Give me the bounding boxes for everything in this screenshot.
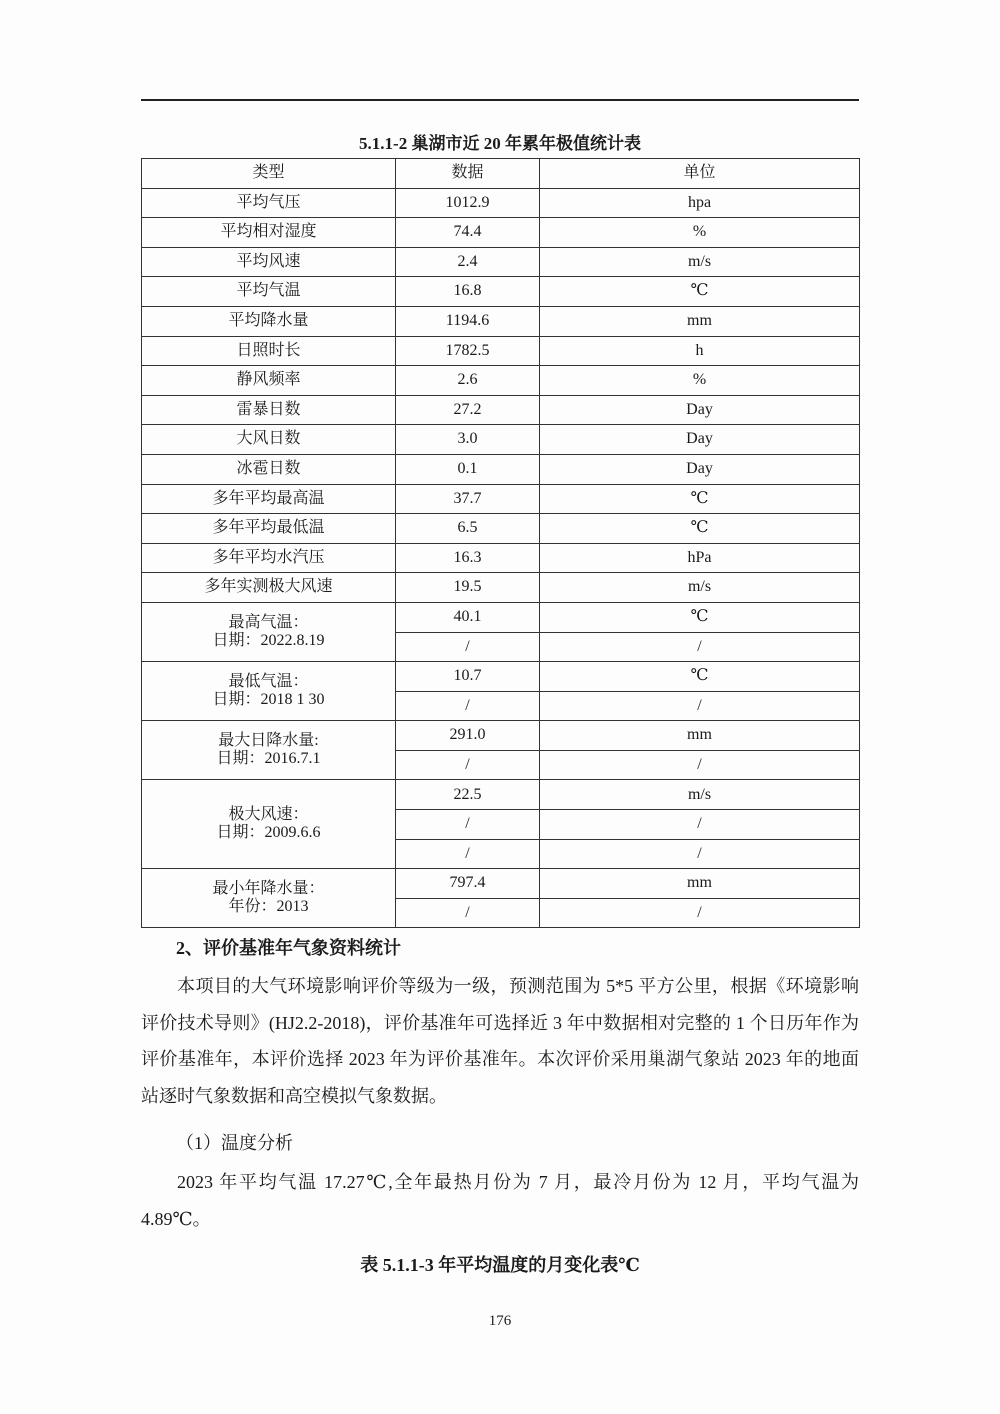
unit-cell: ℃	[540, 514, 860, 544]
unit-cell: /	[540, 632, 860, 662]
value-cell: 1194.6	[396, 306, 540, 336]
type-cell: 大风日数	[142, 425, 396, 455]
unit-cell: %	[540, 218, 860, 248]
group-label: 极大风速：	[228, 805, 309, 823]
type-cell: 平均气压	[142, 188, 396, 218]
type-cell: 平均气温	[142, 277, 396, 307]
page-number: 176	[488, 1313, 512, 1329]
unit-cell: %	[540, 366, 860, 396]
group-date: 日期：2018 1 30	[212, 691, 325, 709]
type-cell	[142, 869, 396, 928]
type-cell: 平均相对湿度	[142, 218, 396, 248]
unit-cell: Day	[540, 425, 860, 455]
type-cell	[142, 780, 396, 869]
group-label: 最小年降水量：	[212, 879, 325, 897]
type-cell: 冰雹日数	[142, 454, 396, 484]
value-cell: 3.0	[396, 425, 540, 455]
table-row	[142, 573, 860, 603]
table-row	[142, 602, 860, 632]
header-rule	[141, 99, 859, 101]
unit-cell: ℃	[540, 484, 860, 514]
value-cell: 2.6	[396, 366, 540, 396]
unit-cell: /	[540, 810, 860, 840]
value-cell: /	[396, 750, 540, 780]
value-cell: 22.5	[396, 780, 540, 810]
value-cell: 40.1	[396, 602, 540, 632]
table-row	[142, 869, 860, 899]
value-cell: 74.4	[396, 218, 540, 248]
unit-cell: hpa	[540, 188, 860, 218]
unit-cell: ℃	[540, 662, 860, 692]
value-cell: 0.1	[396, 454, 540, 484]
type-cell	[142, 721, 396, 780]
value-cell: 19.5	[396, 573, 540, 603]
unit-cell: ℃	[540, 602, 860, 632]
table-row	[142, 218, 860, 248]
unit-cell: hPa	[540, 543, 860, 573]
paragraph: 本项目的大气环境影响评价等级为一级，预测范围为 5*5 平方公里，根据《环境影响评价技术导则》(HJ2.2-2018)，评价基准年可选择近 3 年中数据相对完整的 1 个日历年作为评价基准年，本评价选择 2023 年为评价基准年。本次评价采用巢湖气象站 2023 年的地面站逐时气象数据和高空模拟气象数据。	[141, 976, 859, 1106]
group-label: 最大日降水量:	[218, 731, 319, 749]
value-cell: 1782.5	[396, 336, 540, 366]
unit-cell: /	[540, 750, 860, 780]
subheading: （1）温度分析	[176, 1133, 293, 1153]
table-row	[142, 454, 860, 484]
type-cell: 多年平均最低温	[142, 514, 396, 544]
unit-cell: mm	[540, 869, 860, 899]
unit-cell: /	[540, 691, 860, 721]
table-title: 表 5.1.1-3 年平均温度的月变化表℃	[360, 1255, 640, 1275]
table-row	[142, 514, 860, 544]
type-cell: 平均降水量	[142, 306, 396, 336]
value-cell: 797.4	[396, 869, 540, 899]
value-cell: /	[396, 839, 540, 869]
value-cell: 10.7	[396, 662, 540, 692]
value-cell: 16.8	[396, 277, 540, 307]
unit-cell: h	[540, 336, 860, 366]
group-date: 日期：2022.8.19	[212, 632, 325, 649]
header-value: 数据	[396, 159, 540, 189]
table-row	[142, 395, 860, 425]
table-row	[142, 247, 860, 277]
table-row	[142, 543, 860, 573]
table-title: 5.1.1-2 巢湖市近 20 年累年极值统计表	[359, 134, 641, 153]
table-row	[142, 306, 860, 336]
table-row	[142, 336, 860, 366]
value-cell: /	[396, 810, 540, 840]
unit-cell: m/s	[540, 247, 860, 277]
type-cell	[142, 662, 396, 721]
group-date: 日期：2016.7.1	[216, 750, 321, 768]
paragraph: 2023 年平均气温 17.27℃,全年最热月份为 7 月，最冷月份为 12 月，平均气温为 4.89℃。	[141, 1172, 859, 1229]
group-date: 日期：2009.6.6	[216, 824, 321, 842]
value-cell: /	[396, 632, 540, 662]
group-label: 最低气温：	[228, 672, 309, 690]
type-cell: 平均风速	[142, 247, 396, 277]
table-row	[142, 780, 860, 810]
type-cell: 多年平均最高温	[142, 484, 396, 514]
table-row	[142, 188, 860, 218]
unit-cell: ℃	[540, 277, 860, 307]
unit-cell: mm	[540, 306, 860, 336]
value-cell: /	[396, 691, 540, 721]
table-row	[142, 366, 860, 396]
type-cell: 雷暴日数	[142, 395, 396, 425]
value-cell: /	[396, 898, 540, 928]
value-cell: 16.3	[396, 543, 540, 573]
value-cell: 1012.9	[396, 188, 540, 218]
table-header-row	[142, 159, 860, 189]
unit-cell: /	[540, 839, 860, 869]
value-cell: 27.2	[396, 395, 540, 425]
section-heading: 2、评价基准年气象资料统计	[176, 938, 401, 958]
type-cell: 日照时长	[142, 336, 396, 366]
value-cell: 37.7	[396, 484, 540, 514]
type-cell	[142, 602, 396, 661]
value-cell: 291.0	[396, 721, 540, 751]
type-cell: 多年实测极大风速	[142, 573, 396, 603]
table-row	[142, 277, 860, 307]
header-unit: 单位	[540, 159, 860, 189]
type-cell: 静风频率	[142, 366, 396, 396]
value-cell: 6.5	[396, 514, 540, 544]
table-row	[142, 484, 860, 514]
unit-cell: Day	[540, 395, 860, 425]
type-cell: 多年平均水汽压	[142, 543, 396, 573]
table-row	[142, 721, 860, 751]
table-row	[142, 425, 860, 455]
header-type: 类型	[142, 159, 396, 189]
unit-cell: /	[540, 898, 860, 928]
value-cell: 2.4	[396, 247, 540, 277]
climate-extremes-table	[141, 158, 860, 928]
group-label: 最高气温：	[228, 613, 309, 631]
unit-cell: mm	[540, 721, 860, 751]
unit-cell: m/s	[540, 573, 860, 603]
table-row	[142, 662, 860, 692]
group-date: 年份：2013	[228, 898, 309, 916]
unit-cell: m/s	[540, 780, 860, 810]
unit-cell: Day	[540, 454, 860, 484]
